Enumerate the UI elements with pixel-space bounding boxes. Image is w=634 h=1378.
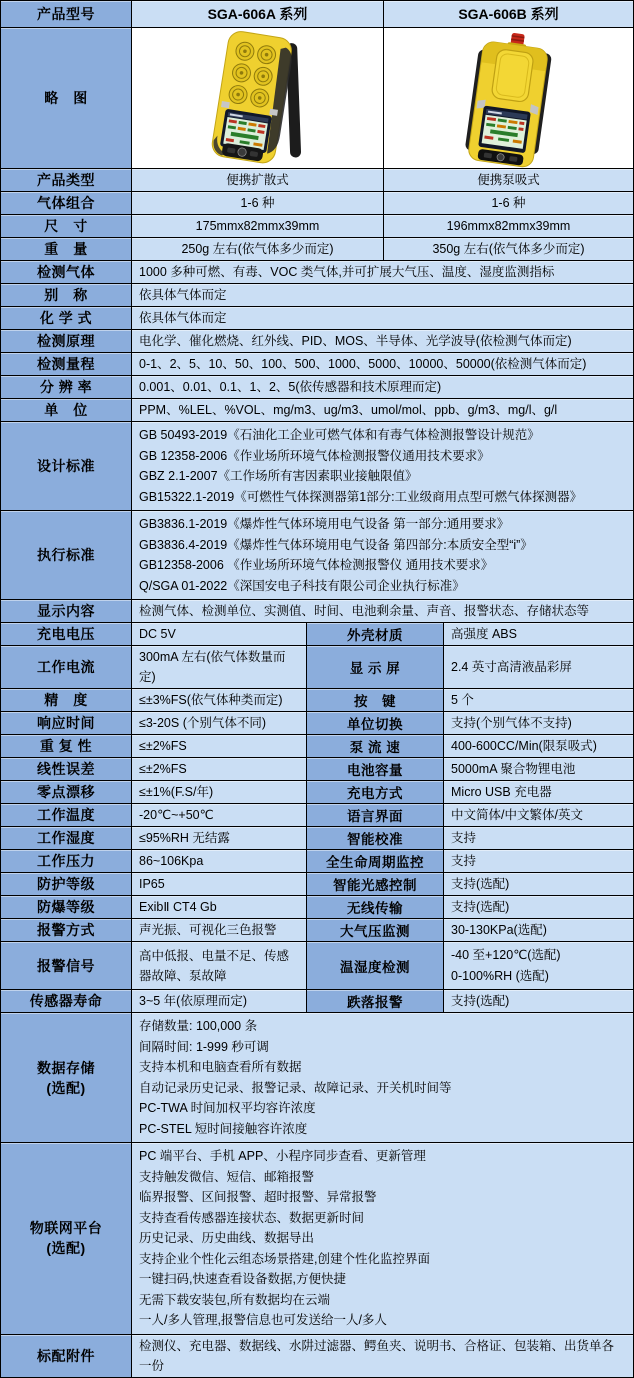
spec-row (1, 599, 633, 622)
row-label: 工作电流 (1, 646, 131, 688)
block-label-title: 数据存储 (37, 1059, 95, 1076)
quad-row (1, 757, 633, 780)
value-line: 存储数量: 100,000 条 (139, 1019, 258, 1033)
value-line: 一人/多人管理,报警信息也可发送给一人/多人 (139, 1313, 387, 1327)
row-label2: 按 键 (306, 689, 443, 711)
value-line: GB3836.1-2019《爆炸性气体环境用电气设备 第一部分:通用要求》 (139, 517, 510, 531)
value-line: -40 至+120℃(选配) (451, 948, 561, 962)
spec-value: 依具体气体而定 (131, 284, 633, 306)
quad-value2: 5 个 (443, 689, 633, 711)
row-label: 检测气体 (1, 261, 131, 283)
value-line: 无需下载安装包,所有数据均在云端 (139, 1292, 330, 1307)
block-label (1, 1143, 131, 1334)
header-model-a: SGA-606A 系列 (131, 1, 383, 27)
quad-row (1, 941, 633, 989)
quad-value2: 2.4 英寸高清液晶彩屏 (443, 646, 633, 688)
quad-value2-multiline (443, 942, 633, 989)
row-label2: 语言界面 (306, 804, 443, 826)
value-line: GB 50493-2019《石油化工企业可燃气体和有毒气体检测报警设计规范》 (139, 428, 540, 442)
quad-row (1, 711, 633, 734)
quad-row (1, 826, 633, 849)
quad-row (1, 803, 633, 826)
row-label: 别 称 (1, 284, 131, 306)
header-label: 产品型号 (1, 1, 131, 27)
value-model-a: 1-6 种 (131, 192, 383, 214)
spec-row (1, 306, 633, 329)
row-label: 显示内容 (1, 600, 131, 622)
compare-row (1, 214, 633, 237)
quad-row (1, 688, 633, 711)
quad-row (1, 989, 633, 1012)
row-label: 工作湿度 (1, 827, 131, 849)
row-label: 单 位 (1, 399, 131, 421)
quad-value1: IP65 (131, 873, 306, 895)
value-model-b: 1-6 种 (383, 192, 633, 214)
row-label2: 外壳材质 (306, 623, 443, 645)
row-label2: 单位切换 (306, 712, 443, 734)
value-model-b: 350g 左右(依气体多少而定) (383, 238, 633, 260)
row-label2: 充电方式 (306, 781, 443, 803)
pump-gas-detector-icon (384, 29, 633, 168)
value-model-b: 便携泵吸式 (383, 169, 633, 191)
quad-value2: 支持(选配) (443, 873, 633, 895)
value-line: 一键扫码,快速查看设备数据,方便快捷 (139, 1272, 346, 1286)
spec-row (1, 352, 633, 375)
quad-row (1, 734, 633, 757)
value-line: Q/SGA 01-2022《深国安电子科技有限公司企业执行标准》 (139, 578, 465, 593)
quad-value1: ≤3-20S (个别气体不同) (131, 712, 306, 734)
value-line: 自动记录历史记录、报警记录、故障记录、开关机时间等 (139, 1080, 452, 1095)
row-label2: 智能校准 (306, 827, 443, 849)
spec-row (1, 283, 633, 306)
value-line: GB 12358-2006《作业场所环境气体检测报警仪通用技术要求》 (139, 448, 490, 463)
row-label2: 温湿度检测 (306, 942, 443, 989)
spec-row (1, 421, 633, 510)
row-label: 设计标准 (1, 422, 131, 510)
row-label2: 显 示 屏 (306, 646, 443, 688)
quad-value1: 300mA 左右(依气体数量而定) (131, 646, 306, 688)
quad-value1: ≤±1%(F.S/年) (131, 781, 306, 803)
value-line: GB15322.1-2019《可燃性气体探测器第1部分:工业级商用点型可燃气体探测器》 (139, 489, 583, 504)
spec-value-multiline (131, 511, 633, 599)
spec-row (1, 329, 633, 352)
value-line: GBZ 2.1-2007《工作场所有害因素职业接触限值》 (139, 469, 418, 483)
value-line: 临界报警、区间报警、超时报警、异常报警 (139, 1190, 377, 1204)
row-label: 气体组合 (1, 192, 131, 214)
block-value-multiline (131, 1143, 633, 1334)
row-label: 防爆等级 (1, 896, 131, 918)
quad-value2: 支持(选配) (443, 990, 633, 1012)
quad-value1: ≤±2%FS (131, 758, 306, 780)
value-line: 支持查看传感器连接状态、数据更新时间 (139, 1210, 365, 1225)
row-label: 尺 寸 (1, 215, 131, 237)
quad-value2: 支持 (443, 850, 633, 872)
quad-value2: 支持(选配) (443, 896, 633, 918)
header-model-b: SGA-606B 系列 (383, 1, 633, 27)
value-line: 支持触发微信、短信、邮箱报警 (139, 1169, 315, 1184)
spec-row (1, 260, 633, 283)
quad-value2: 支持 (443, 827, 633, 849)
spec-value: 1000 多种可燃、有毒、VOC 类气体,并可扩展大气压、温度、湿度监测指标 (131, 261, 633, 283)
row-label: 重 复 性 (1, 735, 131, 757)
spec-row (1, 398, 633, 421)
value-line: PC 端平台、手机 APP、小程序同步查看、更新管理 (139, 1149, 426, 1163)
row-label2: 智能光感控制 (306, 873, 443, 895)
quad-row (1, 645, 633, 688)
quad-row (1, 872, 633, 895)
device-a-image-cell (131, 28, 383, 168)
spec-value: 依具体气体而定 (131, 307, 633, 329)
row-label: 充电电压 (1, 623, 131, 645)
quad-value1: ≤±2%FS (131, 735, 306, 757)
block-row (1, 1142, 633, 1334)
quad-row (1, 780, 633, 803)
row-label: 报警信号 (1, 942, 131, 989)
value-model-b: 196mmx82mmx39mm (383, 215, 633, 237)
row-label: 工作温度 (1, 804, 131, 826)
quad-value2: 高强度 ABS (443, 623, 633, 645)
row-label: 工作压力 (1, 850, 131, 872)
quad-value2: 400-600CC/Min(限泵吸式) (443, 735, 633, 757)
row-label2: 无线传输 (306, 896, 443, 918)
row-label2: 大气压监测 (306, 919, 443, 941)
row-label: 传感器寿命 (1, 990, 131, 1012)
quad-value1: ≤95%RH 无结露 (131, 827, 306, 849)
block-label-sub: (选配) (46, 1240, 86, 1257)
row-label: 执行标准 (1, 511, 131, 599)
spec-value-multiline (131, 422, 633, 510)
value-line: 支持企业个性化云组态场景搭建,创建个性化监控界面 (139, 1251, 430, 1266)
device-b-image-cell (383, 28, 633, 168)
row-label2: 泵 流 速 (306, 735, 443, 757)
block-row (1, 1012, 633, 1142)
accessories-value: 检测仪、充电器、数据线、水阱过滤器、鳄鱼夹、说明书、合格证、包装箱、出货单各一份 (131, 1335, 633, 1377)
spec-value: PPM、%LEL、%VOL、mg/m3、ug/m3、umol/mol、ppb、g/m3、mg/l、g/l (131, 399, 633, 421)
block-label-sub: (选配) (46, 1079, 86, 1096)
compare-row (1, 168, 633, 191)
sketch-label: 略 图 (1, 28, 131, 168)
quad-row (1, 895, 633, 918)
value-line: GB3836.4-2019《爆炸性气体环境用电气设备 第四部分:本质安全型“i”》 (139, 537, 533, 552)
quad-row (1, 918, 633, 941)
row-label2: 跌落报警 (306, 990, 443, 1012)
value-line: 历史记录、历史曲线、数据导出 (139, 1231, 315, 1245)
quad-value1: -20℃~+50℃ (131, 804, 306, 826)
row-label: 防护等级 (1, 873, 131, 895)
quad-value2: Micro USB 充电器 (443, 781, 633, 803)
value-line: 间隔时间: 1-999 秒可调 (139, 1039, 269, 1054)
value-line: GB12358-2006 《作业场所环境气体检测报警仪 通用技术要求》 (139, 558, 494, 572)
block-label (1, 1013, 131, 1142)
spec-value: 0.001、0.01、0.1、1、2、5(依传感器和技术原理而定) (131, 376, 633, 398)
row-label: 检测量程 (1, 353, 131, 375)
quad-value1: 3~5 年(依原理而定) (131, 990, 306, 1012)
compare-row (1, 237, 633, 260)
block-value-multiline (131, 1013, 633, 1142)
quad-value2: 支持(个别气体不支持) (443, 712, 633, 734)
accessories-row (1, 1334, 633, 1377)
value-model-a: 便携扩散式 (131, 169, 383, 191)
row-label: 分 辨 率 (1, 376, 131, 398)
value-model-a: 250g 左右(依气体多少而定) (131, 238, 383, 260)
quad-row (1, 622, 633, 645)
row-label: 线性误差 (1, 758, 131, 780)
row-label2: 全生命周期监控 (306, 850, 443, 872)
spec-value: 电化学、催化燃烧、红外线、PID、MOS、半导体、光学波导(依检测气体而定) (131, 330, 633, 352)
row-label: 重 量 (1, 238, 131, 260)
value-line: PC-STEL 短时间接触容许浓度 (139, 1121, 308, 1136)
spec-value: 检测气体、检测单位、实测值、时间、电池剩余量、声音、报警状态、存储状态等 (131, 600, 633, 622)
diffusion-gas-detector-icon (132, 29, 383, 168)
row-label: 化 学 式 (1, 307, 131, 329)
quad-row (1, 849, 633, 872)
row-label: 响应时间 (1, 712, 131, 734)
accessories-label: 标配附件 (1, 1335, 131, 1377)
quad-value1: 声光振、可视化三色报警 (131, 919, 306, 941)
quad-value1: ExibⅡ CT4 Gb (131, 896, 306, 918)
sketch-row (1, 27, 633, 168)
value-line: PC-TWA 时间加权平均容许浓度 (139, 1101, 316, 1115)
quad-value2: 5000mA 聚合物锂电池 (443, 758, 633, 780)
value-line: 支持本机和电脑查看所有数据 (139, 1060, 302, 1074)
quad-value1: 86~106Kpa (131, 850, 306, 872)
row-label: 报警方式 (1, 919, 131, 941)
row-label2: 电池容量 (306, 758, 443, 780)
quad-value2: 30-130KPa(选配) (443, 919, 633, 941)
row-label: 检测原理 (1, 330, 131, 352)
value-model-a: 175mmx82mmx39mm (131, 215, 383, 237)
spec-row (1, 510, 633, 599)
quad-value2: 中文简体/中文繁体/英文 (443, 804, 633, 826)
quad-value1: DC 5V (131, 623, 306, 645)
compare-row (1, 191, 633, 214)
row-label: 产品类型 (1, 169, 131, 191)
row-label: 精 度 (1, 689, 131, 711)
row-label: 零点漂移 (1, 781, 131, 803)
spec-value: 0-1、2、5、10、50、100、500、1000、5000、10000、50000(依检测气体而定) (131, 353, 633, 375)
quad-value1: ≤±3%FS(依气体种类而定) (131, 689, 306, 711)
header-row (1, 1, 633, 27)
block-label-title: 物联网平台 (29, 1220, 103, 1237)
value-line: 0-100%RH (选配) (451, 968, 549, 983)
spec-row (1, 375, 633, 398)
quad-value1: 高中低报、电量不足、传感器故障、泵故障 (131, 942, 306, 989)
